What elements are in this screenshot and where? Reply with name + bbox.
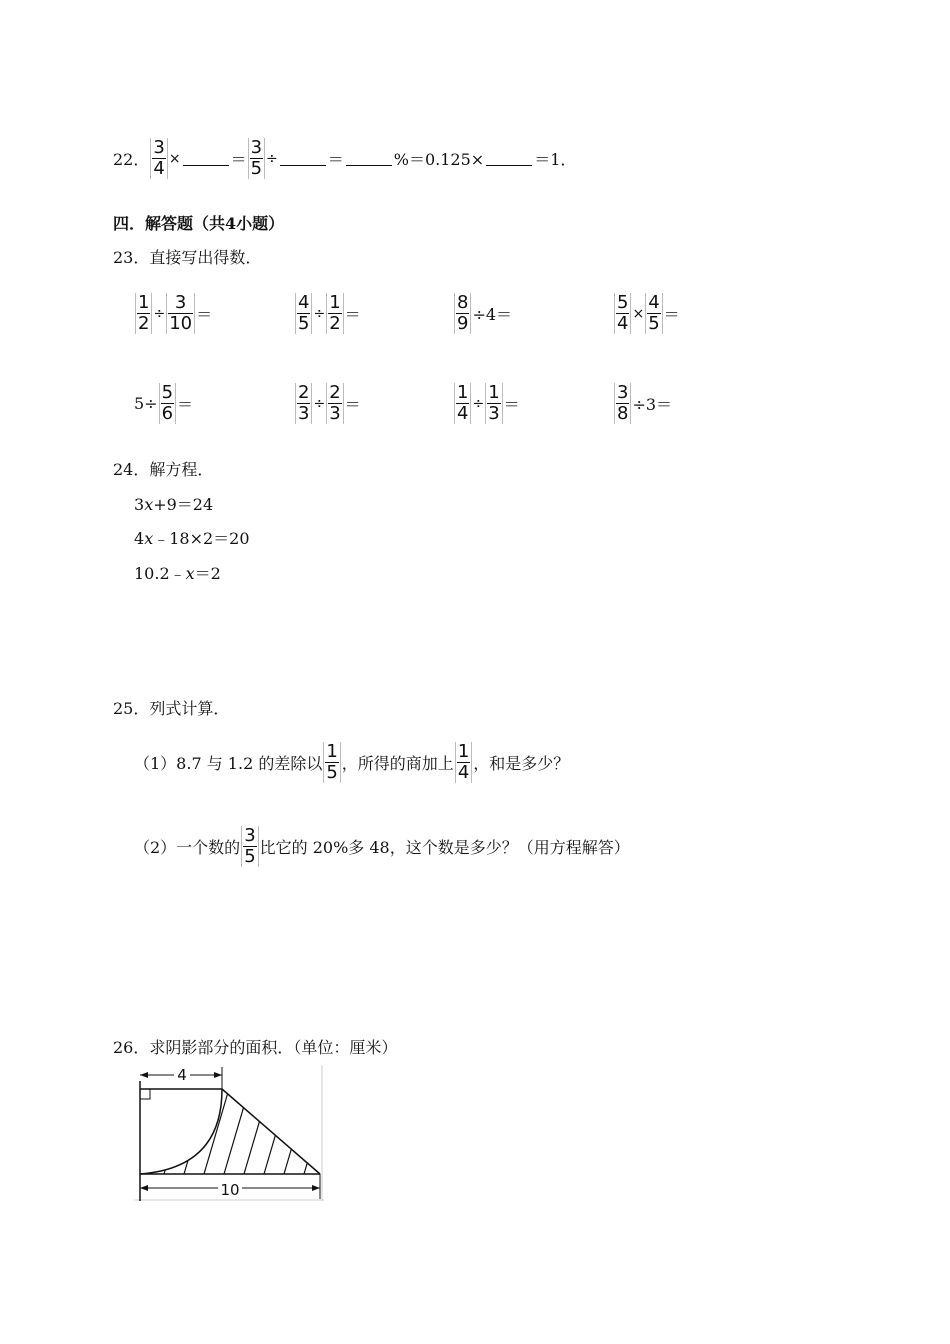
figure-svg xyxy=(134,1065,324,1201)
question-26-title: 26．求阴影部分的面积．（单位：厘米） xyxy=(113,1038,398,1057)
question-23-title: 23．直接写出得数． xyxy=(113,248,262,267)
fraction: $\frac{1}{4}$ xyxy=(455,742,472,783)
question-24-title: 24．解方程． xyxy=(113,460,214,479)
fraction: $\frac{1}{5}$ xyxy=(323,742,340,783)
answer-blank[interactable] xyxy=(346,151,392,166)
equation-1: 3x+9＝24 xyxy=(134,495,214,514)
fraction: $\frac{3}{4}$ xyxy=(150,138,167,179)
section-heading: 四．解答题（共4小题） xyxy=(113,214,285,233)
equation-3: 10.2﹣x＝2 xyxy=(134,564,221,583)
answer-blank[interactable] xyxy=(280,151,326,166)
equation-2: 4x﹣18×2＝20 xyxy=(134,529,250,548)
expression-r1c2: $\frac{4}{5}$ ÷ $\frac{1}{2}$ ＝ xyxy=(294,293,361,334)
expression-r1c4: $\frac{5}{4}$ × $\frac{4}{5}$ ＝ xyxy=(613,293,680,334)
top-dimension-label: 4 xyxy=(177,1066,187,1084)
expression-r2c1: 5÷ $\frac{5}{6}$ ＝ xyxy=(134,382,194,424)
question-25-part-2: （2）一个数的 $\frac{3}{5}$ 比它的 20%多 48，这个数是多少？（用方程解答） xyxy=(134,825,630,867)
expression-r2c4: $\frac{3}{8}$ ÷3＝ xyxy=(613,383,672,424)
fraction: $\frac{3}{5}$ xyxy=(241,826,258,867)
answer-blank[interactable] xyxy=(183,151,229,166)
question-25-part-1: （1）8.7 与 1.2 的差除以 $\frac{1}{5}$ ，所得的商加上 $\frac{1}{4}$ ，和是多少？ xyxy=(134,741,570,783)
question-25-title: 25．列式计算． xyxy=(113,699,230,718)
expression-r1c3: $\frac{8}{9}$ ÷4＝ xyxy=(453,293,512,334)
question-22: 22． $\frac{3}{4}$ × ＝ $\frac{3}{5}$ ÷ ＝ %＝0.125× ＝1． xyxy=(113,137,577,179)
expression-r2c3: $\frac{1}{4}$ ÷ $\frac{1}{3}$ ＝ xyxy=(453,383,520,424)
expression-r2c2: $\frac{2}{3}$ ÷ $\frac{2}{3}$ ＝ xyxy=(294,383,361,424)
shaded-area-figure xyxy=(134,1065,324,1201)
question-number: 22． xyxy=(113,150,150,169)
fraction: $\frac{3}{5}$ xyxy=(248,138,265,179)
bottom-dimension-label: 10 xyxy=(220,1181,240,1199)
answer-blank[interactable] xyxy=(486,151,532,166)
expression-r1c1: $\frac{1}{2}$ ÷ $\frac{3}{10}$ ＝ xyxy=(134,293,212,334)
